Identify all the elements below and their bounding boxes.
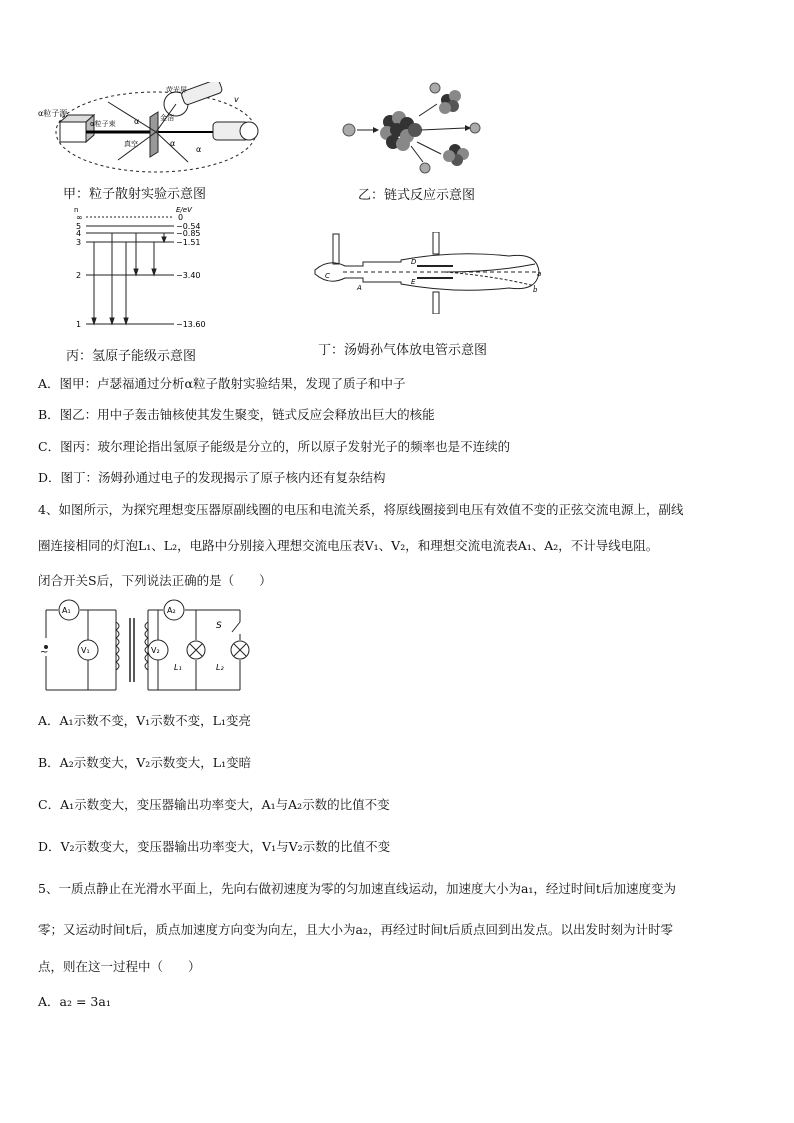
- hydrogen-energy-levels: [68, 203, 218, 333]
- label-e-ev: E/eV: [176, 206, 192, 214]
- q4-stem-line2: 圈连接相同的灯泡L₁、L₂，电路中分别接入理想交流电压表V₁、V₂，和理想交流电流表A₁、A₂，不计导线电阻。: [38, 538, 659, 553]
- caption-ding: 丁：汤姆孙气体放电管示意图: [318, 343, 488, 358]
- switch-s-label: S: [216, 621, 222, 631]
- fragment-top: [439, 90, 461, 114]
- label-foil: 金箔: [160, 114, 174, 122]
- level-e-5: −0.54: [176, 222, 201, 231]
- level-n-2: 2: [76, 271, 82, 280]
- ac-source-symbol: ~: [40, 647, 49, 658]
- label-screen: 荧光屏: [166, 86, 187, 94]
- level-e-inf: 0: [178, 213, 184, 222]
- q4-option-d[interactable]: D．V₂示数变大，变压器输出功率变大，V₁与V₂示数的比值不变: [38, 839, 391, 854]
- lamp-l2-label: L₂: [216, 663, 224, 672]
- transition-arrows: [92, 233, 166, 324]
- label-alpha-source: α粒子源: [38, 109, 68, 118]
- q3-option-d[interactable]: D．图丁：汤姆孙通过电子的发现揭示了原子核内还有复杂结构: [38, 470, 386, 485]
- q5-option-a[interactable]: A．a₂ = 3a₁: [38, 994, 111, 1009]
- q5-stem-line1: 5、一质点静止在光滑水平面上，先向右做初速度为零的匀加速直线运动，加速度大小为a₁，经过时间t后加速度变为: [38, 881, 676, 896]
- transformer-circuit-diagram: [40, 598, 255, 694]
- label-alpha-1: α: [134, 117, 140, 126]
- ammeter-a1-label: A₁: [62, 606, 71, 615]
- voltmeter-v2-label: V₂: [151, 646, 160, 655]
- level-n-3: 3: [76, 238, 82, 247]
- q4-circuit: [40, 598, 255, 694]
- q4-stem-line1: 4、如图所示，为探究理想变压器原副线圈的电压和电流关系，将原线圈接到电压有效值不变的正弦交流电源上，副线: [38, 502, 684, 517]
- label-plate-e: E: [411, 278, 416, 286]
- label-v: v: [234, 95, 239, 104]
- thomson-discharge-tube: [305, 232, 545, 314]
- level-n-inf: ∞: [76, 213, 83, 222]
- level-e-2: −3.40: [176, 271, 201, 280]
- ammeter-a2-label: A₂: [167, 606, 176, 615]
- q3-option-c[interactable]: C．图丙：玻尔理论指出氢原子能级是分立的，所以原子发射光子的频率也是不连续的: [38, 439, 511, 454]
- q3-option-b[interactable]: B．图乙：用中子轰击铀核使其发生聚变，链式反应会释放出巨大的核能: [38, 407, 435, 422]
- label-vacuum: 真空: [124, 140, 138, 148]
- label-alpha-3: α: [196, 145, 202, 154]
- q5-stem-line2: 零；又运动时间t后，质点加速度方向变为向左，且大小为a₂，再经过时间t后质点回到出发点。以出发时刻为计时零: [38, 922, 674, 937]
- level-e-3: −1.51: [176, 238, 201, 247]
- level-n-4: 4: [76, 229, 82, 238]
- q3-option-a[interactable]: A．图甲：卢瑟福通过分析α粒子散射实验结果，发现了质子和中子: [38, 376, 406, 391]
- q5-stem-line3: 点，则在这一过程中（ ）: [38, 959, 201, 974]
- label-alpha-beam: α粒子束: [90, 120, 116, 128]
- caption-bing: 丙：氢原子能级示意图: [66, 349, 197, 364]
- level-n-5: 5: [76, 222, 82, 231]
- chain-reaction-diagram: [335, 80, 495, 180]
- figure-bing: [68, 203, 218, 333]
- uranium-nucleus: [380, 111, 422, 151]
- figure-ding: [305, 232, 545, 314]
- label-n: n: [74, 206, 79, 214]
- label-anode-a: A: [357, 284, 362, 292]
- figure-yi: [335, 80, 495, 180]
- alpha-scattering-diagram: [38, 82, 268, 182]
- level-n-1: 1: [76, 320, 82, 329]
- fragment-bottom: [443, 144, 469, 166]
- level-e-4: −0.85: [176, 229, 201, 238]
- level-e-1: −13.60: [176, 320, 206, 329]
- q4-stem-line3: 闭合开关S后，下列说法正确的是（ ）: [38, 573, 272, 588]
- label-point-a: a: [537, 270, 542, 278]
- q4-option-a[interactable]: A．A₁示数不变，V₁示数不变，L₁变亮: [38, 713, 251, 728]
- label-point-b: b: [533, 286, 538, 294]
- label-alpha-2: α: [170, 139, 176, 148]
- q4-option-b[interactable]: B．A₂示数变大，V₂示数变大，L₁变暗: [38, 755, 252, 770]
- lamp-l1-label: L₁: [174, 663, 182, 672]
- voltmeter-v1-label: V₁: [81, 646, 90, 655]
- caption-yi: 乙：链式反应示意图: [358, 188, 476, 203]
- figure-jia: [38, 82, 268, 182]
- caption-jia: 甲：粒子散射实验示意图: [63, 187, 207, 202]
- q4-option-c[interactable]: C．A₁示数变大，变压器输出功率变大，A₁与A₂示数的比值不变: [38, 797, 390, 812]
- label-plate-d: D: [411, 258, 417, 266]
- label-cathode-c: C: [325, 272, 330, 280]
